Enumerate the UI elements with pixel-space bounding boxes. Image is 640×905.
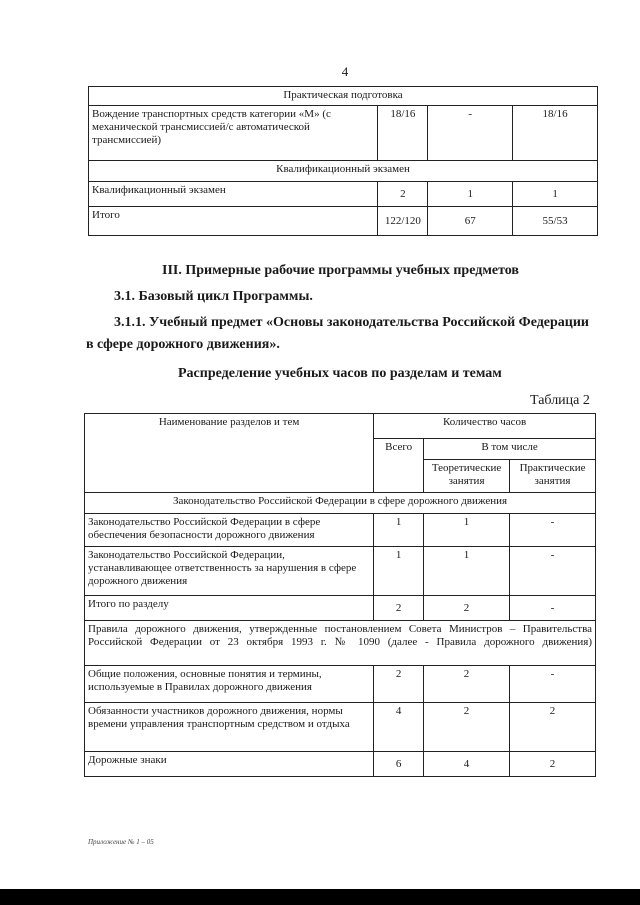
section-title: Квалификационный экзамен: [89, 161, 598, 182]
cell-total: 2: [374, 666, 424, 703]
header-theory: Теоретические занятия: [424, 460, 510, 493]
section-title: Правила дорожного движения, утвержденные постановлением Совета Министров – Правительства Российской Федерации от 23 октября 1993 г. № 1090 (далее - Правила дорожного движения): [85, 621, 596, 666]
cell-total: 2: [374, 596, 424, 621]
row-label: Законодательство Российской Федерации в сфере обеспечения безопасности дорожного движения: [85, 514, 374, 547]
cell-practice: 55/53: [513, 207, 598, 236]
cell-theory: 4: [424, 752, 510, 777]
scan-edge-bar: [0, 889, 640, 905]
cell-theory: 67: [428, 207, 513, 236]
cell-total: 122/120: [378, 207, 428, 236]
footer-note: Приложение № 1 – 05: [88, 838, 154, 846]
table-row: [85, 514, 596, 547]
table-label: Таблица 2: [530, 393, 590, 408]
row-label: Общие положения, основные понятия и термины, используемые в Правилах дорожного движения: [85, 666, 374, 703]
cell-theory: 1: [424, 514, 510, 547]
table-row: [89, 106, 598, 161]
header-total: Всего: [374, 439, 424, 493]
cell-theory: -: [428, 106, 513, 161]
cell-theory: 1: [424, 547, 510, 596]
table-row: [85, 666, 596, 703]
table-row: [85, 547, 596, 596]
cell-practice: 2: [510, 752, 596, 777]
subsection-heading: 3.1. Базовый цикл Программы.: [114, 289, 313, 304]
distribution-heading: Распределение учебных часов по разделам и темам: [178, 366, 502, 381]
row-label: Итого: [89, 207, 378, 236]
section-row-exam: [89, 161, 598, 182]
header-practice: Практические занятия: [510, 460, 596, 493]
hours-distribution-table: [84, 413, 596, 777]
cell-practice: -: [510, 514, 596, 547]
table-row: [85, 752, 596, 777]
cell-theory: 2: [424, 666, 510, 703]
cell-practice: -: [510, 666, 596, 703]
row-label: Обязанности участников дорожного движения, нормы времени управления транспортным средством и отдыха: [85, 703, 374, 752]
section-row-practical: [89, 87, 598, 106]
cell-total: 18/16: [378, 106, 428, 161]
cell-total: 6: [374, 752, 424, 777]
cell-total: 2: [378, 182, 428, 207]
cell-total: 1: [374, 514, 424, 547]
cell-total: 1: [374, 547, 424, 596]
table-row-total: [89, 207, 598, 236]
section-title: Практическая подготовка: [89, 87, 598, 106]
cell-total: 4: [374, 703, 424, 752]
row-label: Квалификационный экзамен: [89, 182, 378, 207]
cell-theory: 2: [424, 596, 510, 621]
header-including: В том числе: [424, 439, 596, 460]
row-label: Законодательство Российской Федерации, устанавливающее ответственность за нарушения в сфере дорожного движения: [85, 547, 374, 596]
cell-theory: 1: [428, 182, 513, 207]
subject-heading-line2: в сфере дорожного движения».: [86, 337, 280, 352]
header-name-col: Наименование разделов и тем: [85, 414, 374, 493]
section-row: [85, 493, 596, 514]
row-label: Дорожные знаки: [85, 752, 374, 777]
section-heading: III. Примерные рабочие программы учебных предметов: [162, 263, 519, 278]
header-row: [85, 414, 596, 439]
cell-practice: 1: [513, 182, 598, 207]
cell-practice: 18/16: [513, 106, 598, 161]
cell-practice: -: [510, 596, 596, 621]
section-row: [85, 621, 596, 666]
row-label: Итого по разделу: [85, 596, 374, 621]
page-number: 4: [341, 64, 349, 79]
table-row: [85, 703, 596, 752]
cell-practice: 2: [510, 703, 596, 752]
hours-table-continued: [88, 86, 598, 236]
table-row: [89, 182, 598, 207]
section-title: Законодательство Российской Федерации в сфере дорожного движения: [85, 493, 596, 514]
row-label: Вождение транспортных средств категории «М» (с механической трансмиссией/с автоматической трансмиссией): [89, 106, 378, 161]
table-row-subtotal: [85, 596, 596, 621]
subject-heading-line1: 3.1.1. Учебный предмет «Основы законодательства Российской Федерации: [114, 315, 590, 330]
cell-practice: -: [510, 547, 596, 596]
header-hours: Количество часов: [374, 414, 596, 439]
cell-theory: 2: [424, 703, 510, 752]
